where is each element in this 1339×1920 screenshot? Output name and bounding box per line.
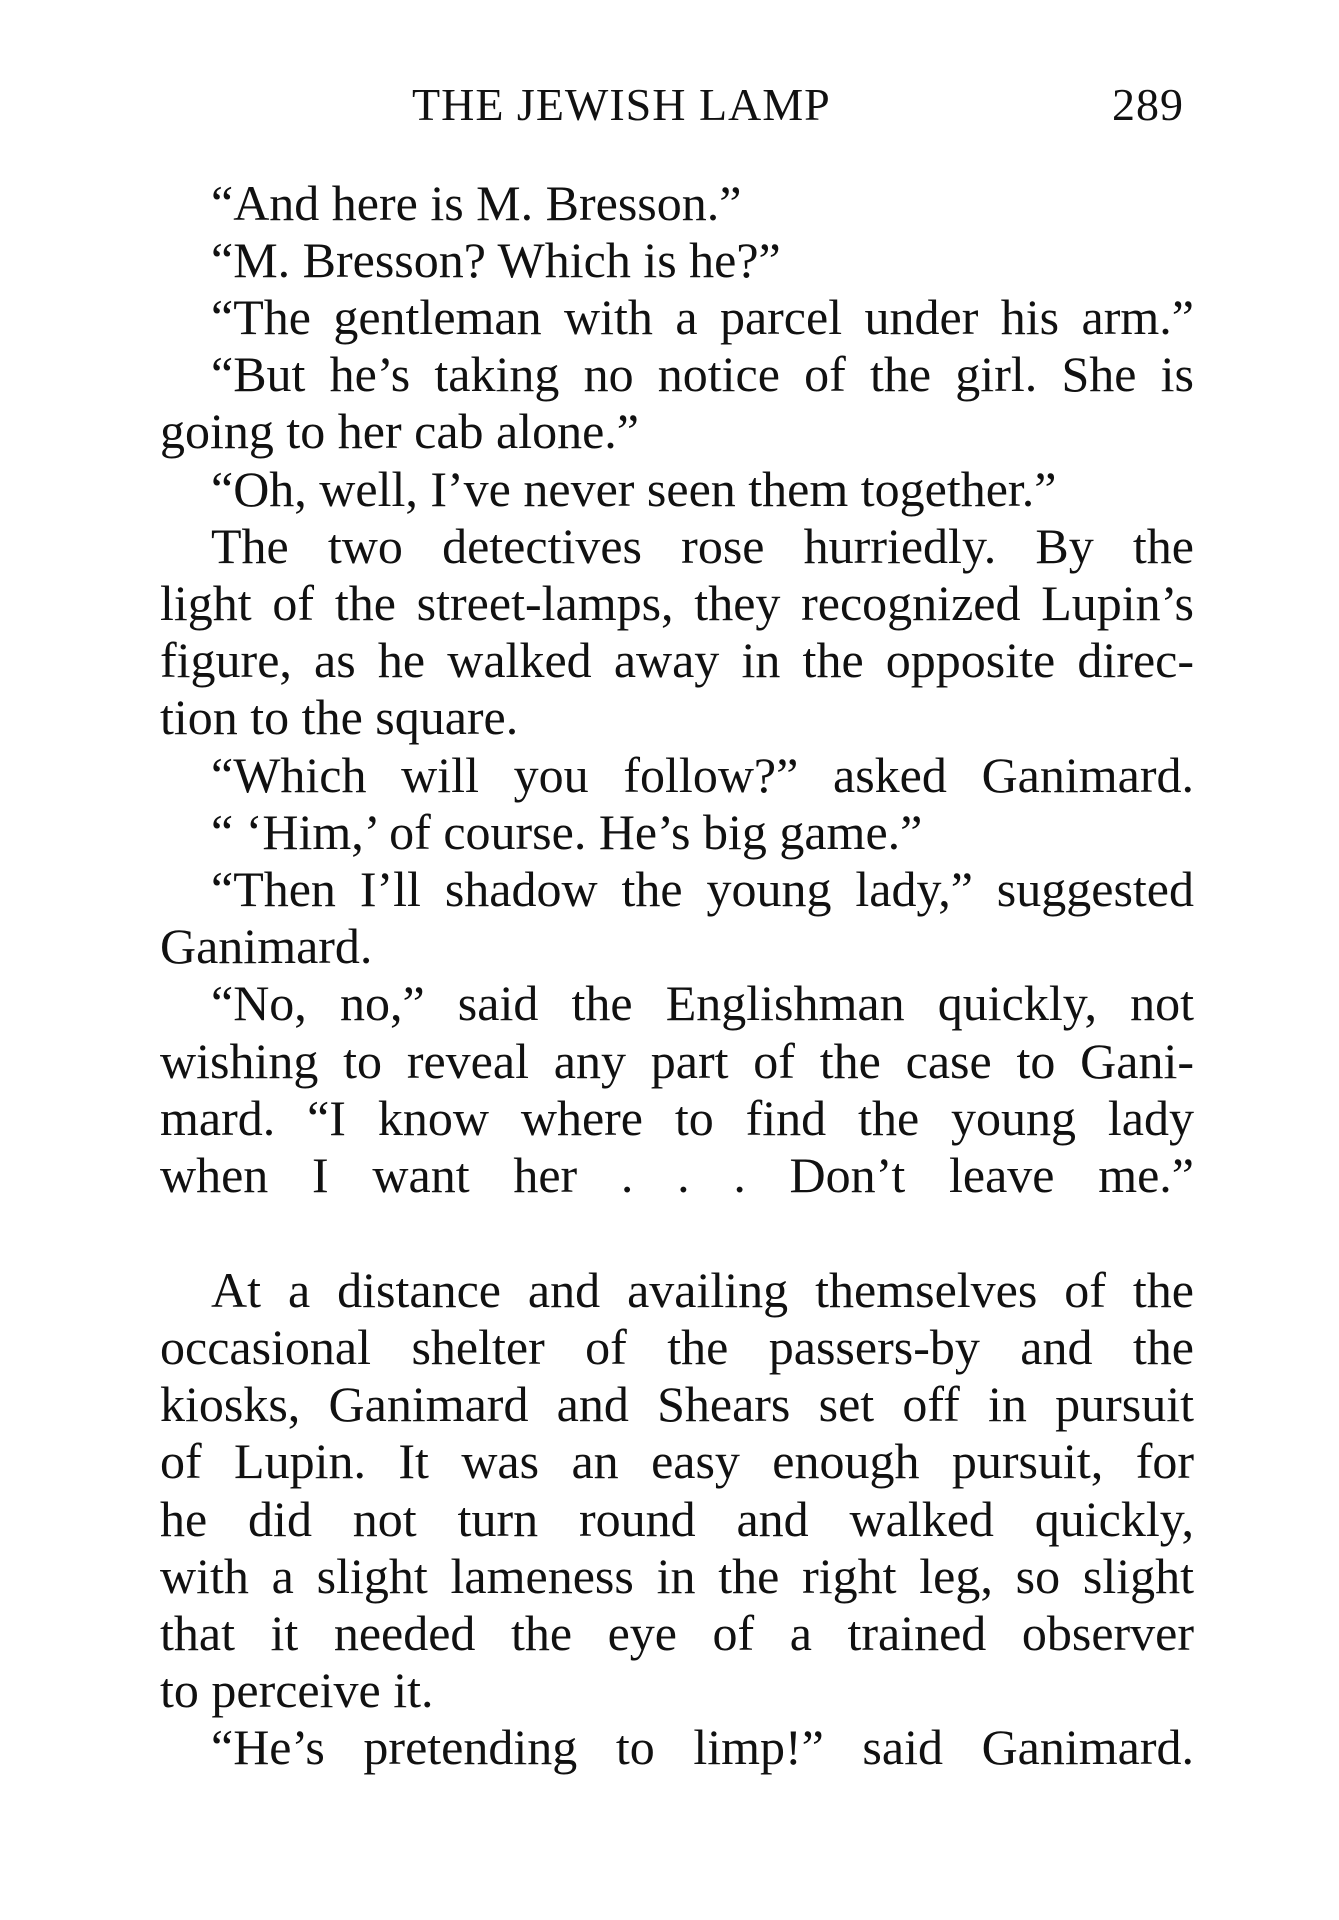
- text-line: “Then I’ll shadow the young lady,” suggested: [211, 861, 1194, 917]
- text-line: going to her cab alone.”: [160, 403, 639, 459]
- text-line: “Which will you follow?” asked Ganimard.: [211, 747, 1194, 803]
- text-line: “Oh, well, I’ve never seen them together.”: [211, 461, 1057, 517]
- text-line: “He’s pretending to limp!” said Ganimard.: [211, 1719, 1194, 1775]
- text-line: he did not turn round and walked quickly,: [160, 1491, 1194, 1547]
- text-line: occasional shelter of the passers-by and the: [160, 1319, 1194, 1375]
- text-line: of Lupin. It was an easy enough pursuit, for: [160, 1433, 1194, 1489]
- text-line: when I want her . . . Don’t leave me.”: [160, 1147, 1194, 1203]
- text-line: At a distance and availing themselves of the: [211, 1262, 1194, 1318]
- text-line: wishing to reveal any part of the case to Gani-: [160, 1033, 1194, 1089]
- text-line: “ ‘Him,’ of course. He’s big game.”: [211, 804, 923, 860]
- text-line: “M. Bresson? Which is he?”: [211, 232, 781, 288]
- page-number: 289: [1112, 79, 1184, 130]
- text-line: “The gentleman with a parcel under his arm.”: [211, 289, 1194, 345]
- text-line: Ganimard.: [160, 918, 373, 974]
- text-line: figure, as he walked away in the opposite direc-: [160, 632, 1194, 688]
- text-line: that it needed the eye of a trained observer: [160, 1605, 1194, 1661]
- text-line: kiosks, Ganimard and Shears set off in pursuit: [160, 1376, 1194, 1432]
- text-line: with a slight lameness in the right leg, so slight: [160, 1548, 1194, 1604]
- text-line: tion to the square.: [160, 689, 519, 745]
- text-line: to perceive it.: [160, 1662, 434, 1718]
- text-line: “And here is M. Bresson.”: [211, 175, 742, 231]
- text-line: The two detectives rose hurriedly. By the: [211, 518, 1194, 574]
- text-line: “But he’s taking no notice of the girl. She is: [211, 346, 1194, 402]
- text-line: mard. “I know where to find the young lady: [160, 1090, 1194, 1146]
- text-line: light of the street-lamps, they recognized Lupin’s: [160, 575, 1194, 631]
- chapter-title: THE JEWISH LAMP: [412, 79, 831, 130]
- text-line: “No, no,” said the Englishman quickly, not: [211, 975, 1194, 1031]
